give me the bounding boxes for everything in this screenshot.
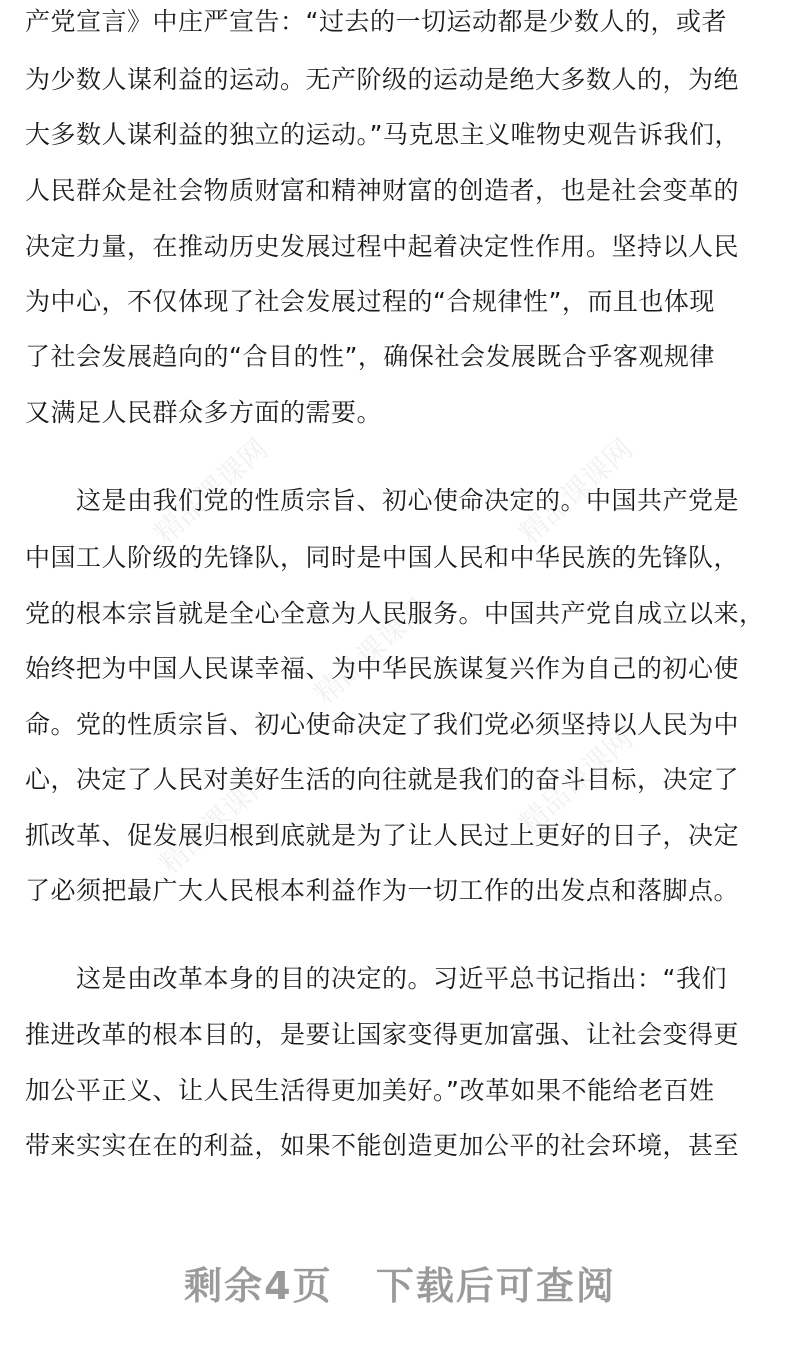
body-text-line: 为中心，不仅体现了社会发展过程的“合规律性”，而且也体现 (25, 287, 715, 316)
body-text-line: 加公平正义、让人民生活得更加美好。”改革如果不能给老百姓 (25, 1076, 715, 1105)
body-text-line: 带来实实在在的利益，如果不能创造更加公平的社会环境，甚至 (25, 1131, 740, 1160)
body-text-line: 了必须把最广大人民根本利益作为一切工作的出发点和落脚点。 (25, 876, 740, 905)
watermark: 精品课课网 (152, 762, 280, 881)
body-text-line: 推进改革的根本目的，是要让国家变得更加富强、让社会变得更 (25, 1020, 740, 1049)
remaining-pages-label: 剩余4页 (184, 1264, 333, 1308)
body-text-line: 抓改革、促发展归根到底就是为了让人民过上更好的日子，决定 (25, 821, 740, 850)
body-text-line: 了社会发展趋向的“合目的性”，确保社会发展既合乎客观规律 (25, 342, 715, 371)
body-text-line: 心，决定了人民对美好生活的向往就是我们的奋斗目标，决定了 (25, 765, 740, 794)
body-text-line: 决定力量，在推动历史发展过程中起着决定性作用。坚持以人民 (25, 232, 740, 261)
body-text-line: 这是由我们党的性质宗旨、初心使命决定的。中国共产党是 (25, 486, 740, 515)
watermark: 精品课课网 (307, 592, 435, 711)
body-text-line: 大多数人谋利益的独立的运动。”马克思主义唯物史观告诉我们， (25, 120, 740, 149)
body-text-line: 中国工人阶级的先锋队，同时是中国人民和中华民族的先锋队， (25, 543, 740, 572)
download-prompt[interactable] (0, 1255, 800, 1310)
watermark: 精品课课网 (512, 722, 640, 841)
body-text-line: 党的根本宗旨就是全心全意为人民服务。中国共产党自成立以来， (25, 599, 765, 628)
watermark: 精品课课网 (147, 432, 275, 551)
body-text-line: 为少数人谋利益的运动。无产阶级的运动是绝大多数人的，为绝 (25, 65, 740, 94)
body-text-line: 始终把为中国人民谋幸福、为中华民族谋复兴作为自己的初心使 (25, 654, 740, 683)
body-text-line: 命。党的性质宗旨、初心使命决定了我们党必须坚持以人民为中 (25, 710, 740, 739)
body-text-line: 人民群众是社会物质财富和精神财富的创造者，也是社会变革的 (25, 176, 740, 205)
body-text-line: 产党宣言》中庄严宣告：“过去的一切运动都是少数人的，或者 (25, 7, 727, 36)
download-to-view-label: 下载后可查阅 (375, 1264, 616, 1308)
body-text-line: 这是由改革本身的目的决定的。习近平总书记指出：“我们 (25, 964, 727, 993)
watermark: 精品课课网 (512, 432, 640, 551)
body-text-line: 又满足人民群众多方面的需要。 (25, 398, 383, 427)
